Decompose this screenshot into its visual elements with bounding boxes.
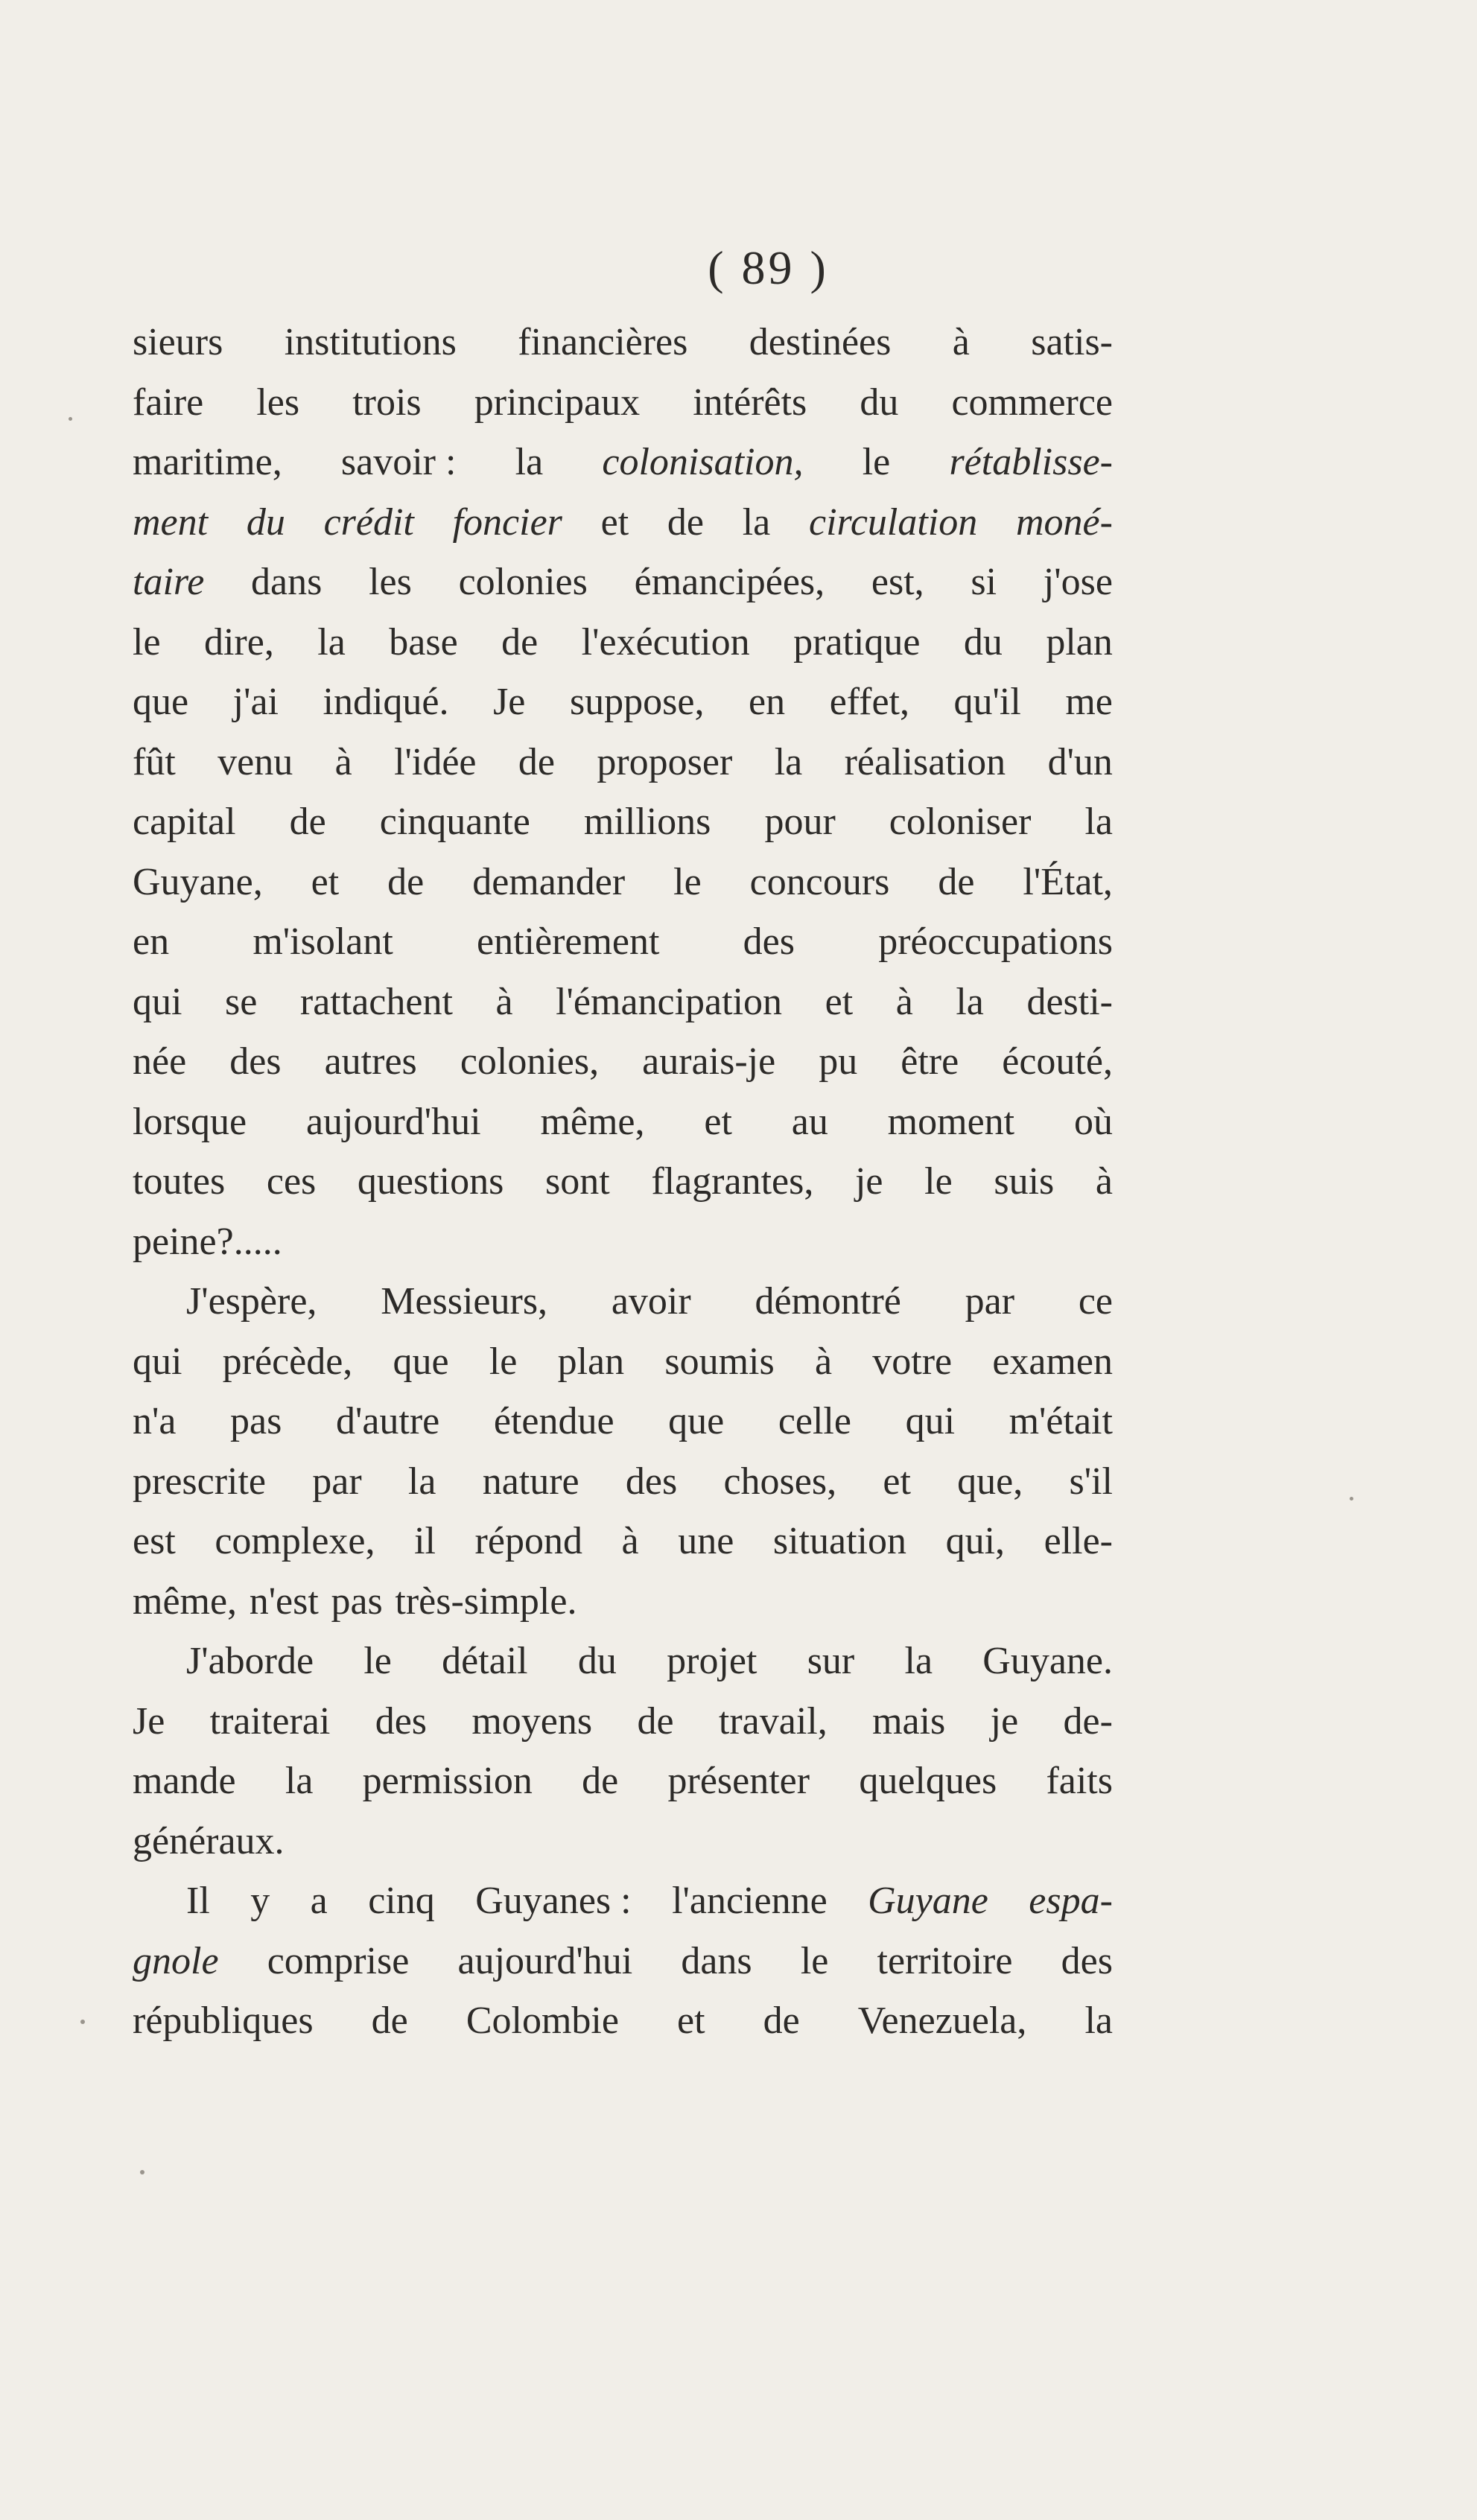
word: quelques [859,1760,997,1802]
word: l'émancipation [556,980,783,1023]
word: J'aborde [186,1640,314,1682]
word: détail [442,1640,528,1682]
word: institutions [284,321,457,363]
word: la [1084,801,1113,843]
word: qui [133,980,182,1023]
word: ces [266,1160,317,1203]
word: à [895,980,913,1023]
word: autres [324,1040,417,1083]
word: plan [557,1340,625,1383]
word: la [904,1640,933,1682]
paper-speck [69,417,72,421]
text-line [133,613,1113,673]
text-line [133,1991,1113,2052]
word: suis [994,1160,1055,1203]
word: la [317,620,346,664]
word: cinq [368,1880,435,1922]
word: soumis [664,1340,775,1383]
word: permission [362,1760,533,1802]
word: à [495,980,513,1023]
word: toutes [133,1160,226,1203]
text-line [133,1272,1113,1332]
word: est [133,1520,176,1562]
word: peine?..... [133,1220,282,1263]
word: Guyane, [133,860,263,903]
body-text [133,313,1113,2052]
word: sur [807,1640,855,1682]
word: très-simple. [395,1579,577,1623]
text-line [133,672,1113,733]
word: flagrantes, [651,1160,814,1203]
word: préoccupations [878,920,1113,963]
text-line [133,1152,1113,1212]
word: avoir [611,1280,691,1323]
word: rétablisse- [949,441,1113,483]
word: et [311,860,340,903]
text-line [133,553,1113,613]
word: de [387,860,425,903]
word: concours [749,860,890,903]
text-line [133,373,1113,433]
text-line [133,1092,1113,1153]
text-line [133,313,1113,373]
word: venu [217,740,293,783]
word: ce [1078,1280,1113,1323]
text-line [133,792,1113,853]
word: à [621,1520,639,1562]
word: maritime, [133,441,282,483]
word: d'un [1047,740,1113,783]
word: qui [133,1340,182,1383]
text-line [133,853,1113,913]
word: prescrite [133,1460,267,1503]
word: du [577,1640,617,1682]
word: réalisation [844,740,1006,783]
word: suppose, [569,681,705,723]
word: taire [133,561,205,603]
word: démontré [755,1280,901,1323]
word: par [312,1460,362,1503]
text-line [133,1212,1113,1273]
word: à [814,1340,833,1383]
word: aujourd'hui [457,1939,633,1982]
word: j'ai [232,681,279,723]
word: trois [352,381,422,424]
word: colonies [458,561,588,603]
word: faits [1046,1760,1113,1802]
word: la [956,980,984,1023]
word: si [971,561,997,603]
word: de- [1063,1699,1113,1743]
word: mande [133,1760,236,1802]
word: de [518,740,555,783]
word: millions [583,801,711,843]
word: les [256,381,300,424]
word: Messieurs, [381,1280,548,1323]
text-line [133,1332,1113,1393]
text-line [133,1632,1113,1692]
word: moné- [1015,500,1113,544]
word: que [668,1400,725,1442]
word: fût [133,740,176,783]
word: du [963,620,1003,664]
text-line [133,1812,1113,1872]
word: le [133,620,161,664]
word: celle [778,1400,851,1442]
word: aurais-je [642,1040,776,1083]
word: effet, [829,681,909,723]
word: j'ose [1043,561,1113,603]
word: de [938,860,975,903]
word: indiqué. [323,681,449,723]
word: il [414,1520,436,1562]
word: traiterai [209,1699,331,1743]
word: desti- [1026,980,1113,1023]
word: et [825,980,854,1023]
word: que, [957,1460,1023,1503]
word: entièrement [477,920,660,963]
text-line [133,1572,1113,1632]
word: et [600,500,629,544]
word: que [393,1340,449,1383]
word: le [363,1640,392,1682]
word: des [1061,1939,1113,1982]
word: n'est [249,1579,319,1623]
word: projet [667,1640,757,1682]
word: à [1095,1160,1113,1203]
word: et [883,1460,911,1503]
word: Je [133,1699,165,1743]
word: pas [331,1579,383,1623]
word: présenter [667,1760,810,1802]
word: pour [764,801,836,843]
word: coloniser [889,801,1032,843]
word: dire, [203,620,274,664]
word: émancipées, [634,561,825,603]
word: d'autre [335,1400,440,1442]
word: le [862,441,891,483]
word: plan [1046,620,1113,664]
word: me [1065,681,1113,723]
word: la [742,500,771,544]
word: nature [482,1460,579,1503]
word: de [501,620,539,664]
word: faire [133,381,204,424]
word: Guyanes : [475,1880,632,1922]
word: le [800,1939,829,1982]
word: espa- [1029,1880,1113,1922]
word: savoir : [340,441,457,483]
word: Je [493,681,526,723]
word: travail, [718,1699,828,1743]
text-line [133,1932,1113,1992]
word: examen [992,1340,1113,1383]
word: commerce [951,381,1113,424]
word: financières [518,321,688,363]
word: répond [474,1520,582,1562]
word: aujourd'hui [305,1100,481,1143]
word: Guyane. [982,1640,1113,1682]
text-line [133,433,1113,493]
text-line [133,493,1113,553]
word: complexe, [215,1520,375,1562]
word: capital [133,801,236,843]
word: se [225,980,258,1023]
word: pas [230,1400,282,1442]
word: lorsque [133,1100,247,1143]
word: situation [772,1520,906,1562]
word: elle- [1044,1520,1113,1562]
word: la [1084,1999,1113,2042]
text-line [133,1032,1113,1092]
word: qui, [945,1520,1006,1562]
word: destinées [749,321,892,363]
word: par [965,1280,1015,1323]
paper-speck [1350,1497,1353,1501]
word: précède, [222,1340,353,1383]
word: être [901,1040,959,1083]
word: satis- [1031,321,1113,363]
word: et [677,1999,705,2042]
word: pratique [793,620,921,664]
word: circulation [808,500,978,544]
word: des [229,1040,282,1083]
word: qu'il [953,681,1021,723]
word: républiques [133,1999,314,2042]
word: comprise [267,1939,410,1982]
word: Colombie [466,1999,619,2042]
word: du [246,500,285,544]
word: choses, [723,1460,837,1503]
word: des [375,1699,428,1743]
word: votre [872,1340,953,1383]
word: où [1073,1100,1113,1143]
word: du [860,381,899,424]
text-line [133,973,1113,1033]
word: l'État, [1023,860,1113,903]
word: pu [819,1040,858,1083]
text-line [133,1871,1113,1932]
word: une [678,1520,734,1562]
word: m'était [1009,1400,1113,1442]
word: mais [872,1699,946,1743]
word: de [582,1760,619,1802]
word: qui [905,1400,956,1442]
word: l'idée [394,740,477,783]
word: de [637,1699,674,1743]
word: des [743,920,795,963]
word: y [250,1880,270,1922]
word: en [133,920,170,963]
word: des [625,1460,678,1503]
word: l'exécution [581,620,750,664]
word: Guyane [868,1880,988,1922]
word: de [763,1999,800,2042]
word: territoire [877,1939,1013,1982]
word: l'ancienne [672,1880,828,1922]
word: même, [540,1100,645,1143]
text-line [133,733,1113,793]
word: dans [681,1939,752,1982]
word: les [369,561,412,603]
word: généraux. [133,1819,285,1862]
word: à [952,321,970,363]
word: cinquante [379,801,530,843]
word: sieurs [133,321,223,363]
text-line [133,1512,1113,1572]
word: colonisation, [602,441,804,483]
word: dans [251,561,323,603]
word: que [133,681,189,723]
word: le [489,1340,518,1383]
word: moyens [471,1699,593,1743]
word: je [854,1160,883,1203]
word: la [407,1460,436,1503]
word: J'espère, [186,1280,317,1323]
paper-speck [140,2170,144,2174]
word: étendue [493,1400,614,1442]
word: Il [186,1880,210,1922]
word: de [667,500,704,544]
word: demander [472,860,626,903]
text-line [133,1751,1113,1812]
word: je [990,1699,1019,1743]
word: Venezuela, [857,1999,1027,2042]
word: intérêts [693,381,807,424]
word: la [515,441,544,483]
word: foncier [452,500,562,544]
word: le [673,860,702,903]
word: base [389,620,458,664]
word: même, [133,1579,238,1623]
word: s'il [1069,1460,1113,1503]
word: et [704,1100,732,1143]
word: colonies, [460,1040,600,1083]
word: de [289,801,326,843]
word: la [774,740,803,783]
word: la [285,1760,314,1802]
word: de [371,1999,408,2042]
word: gnole [133,1939,219,1982]
word: rattachent [299,980,453,1023]
word: sont [545,1160,610,1203]
word: écouté, [1002,1040,1113,1083]
word: principaux [474,381,641,424]
text-line [133,912,1113,973]
word: moment [887,1100,1015,1143]
paper-speck [80,2020,85,2024]
text-line [133,1392,1113,1452]
word: a [310,1880,328,1922]
word: au [791,1100,828,1143]
word: à [334,740,352,783]
text-line [133,1692,1113,1752]
text-line [133,1452,1113,1512]
word: ment [133,500,209,544]
word: née [133,1040,187,1083]
word: le [924,1160,953,1203]
word: en [749,681,786,723]
word: n'a [133,1400,177,1442]
page-number: ( 89 ) [708,241,829,294]
word: est, [871,561,924,603]
word: proposer [597,740,733,783]
word: crédit [323,500,414,544]
word: questions [357,1160,504,1203]
word: m'isolant [252,920,393,963]
